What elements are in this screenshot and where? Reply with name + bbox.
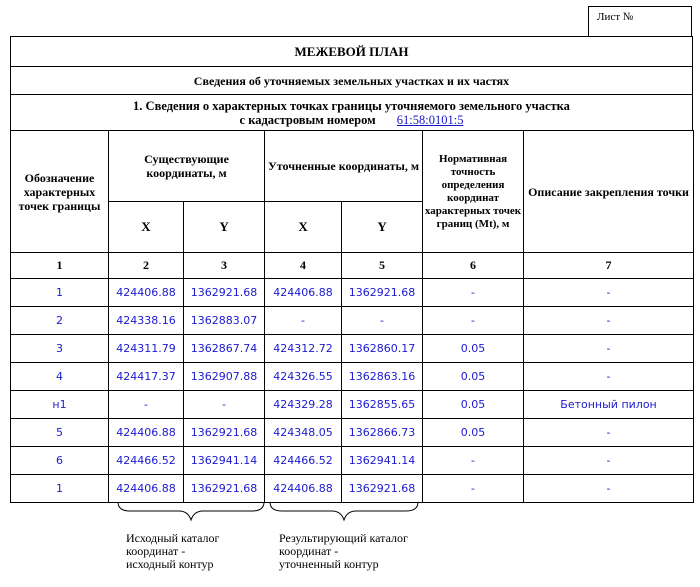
cell-refined-y: 1362855.65 <box>342 391 423 419</box>
cell-description: - <box>524 363 694 391</box>
cell-refined-y: - <box>342 307 423 335</box>
column-number: 3 <box>184 253 265 279</box>
cadastral-number-link[interactable]: 61:58:0101:5 <box>396 113 464 127</box>
note-line: исходный контур <box>126 557 214 571</box>
section-heading <box>10 94 693 130</box>
cell-accuracy: - <box>423 475 524 503</box>
cell-existing-x: 424417.37 <box>109 363 184 391</box>
cell-refined-x: 424466.52 <box>265 447 342 475</box>
cell-point: 1 <box>11 279 109 307</box>
cell-point: 3 <box>11 335 109 363</box>
note-line: координат - <box>126 544 186 558</box>
cell-existing-x: - <box>109 391 184 419</box>
cell-point: 6 <box>11 447 109 475</box>
cell-refined-y: 1362941.14 <box>342 447 423 475</box>
header-existing-coordinates: Существующие координаты, м <box>109 131 265 202</box>
column-number: 2 <box>109 253 184 279</box>
table-row <box>11 335 694 363</box>
cell-existing-x: 424406.88 <box>109 279 184 307</box>
table-row <box>11 279 694 307</box>
cell-description: - <box>524 475 694 503</box>
column-number: 7 <box>524 253 694 279</box>
table-row <box>11 419 694 447</box>
cell-accuracy: 0.05 <box>423 419 524 447</box>
cell-refined-x: 424326.55 <box>265 363 342 391</box>
cell-refined-y: 1362921.68 <box>342 279 423 307</box>
column-number: 4 <box>265 253 342 279</box>
cell-point: 4 <box>11 363 109 391</box>
cell-description: - <box>524 447 694 475</box>
cell-existing-y: 1362921.68 <box>184 279 265 307</box>
cell-point: 2 <box>11 307 109 335</box>
header-point-description: Описание закрепления точки <box>524 131 694 253</box>
cell-accuracy: 0.05 <box>423 335 524 363</box>
cell-description: - <box>524 419 694 447</box>
cell-existing-x: 424466.52 <box>109 447 184 475</box>
result-catalog-brace <box>268 500 420 522</box>
sheet-label: Лист № <box>597 11 634 23</box>
cell-description: Бетонный пилон <box>524 391 694 419</box>
cell-accuracy: - <box>423 307 524 335</box>
section-heading-line2 <box>11 113 692 127</box>
column-number: 6 <box>423 253 524 279</box>
cell-point: н1 <box>11 391 109 419</box>
cell-description: - <box>524 307 694 335</box>
cell-existing-x: 424311.79 <box>109 335 184 363</box>
cell-refined-y: 1362866.73 <box>342 419 423 447</box>
table-row <box>11 475 694 503</box>
cell-existing-y: 1362883.07 <box>184 307 265 335</box>
table-row <box>11 391 694 419</box>
result-catalog-note <box>279 532 408 571</box>
section-heading-line1: 1. Сведения о характерных точках границы уточняемого земельного участка <box>133 99 570 113</box>
document-title: МЕЖЕВОЙ ПЛАН <box>10 36 693 66</box>
cell-accuracy: 0.05 <box>423 363 524 391</box>
header-refined-coordinates: Уточненные координаты, м <box>265 131 423 202</box>
cell-refined-x: 424348.05 <box>265 419 342 447</box>
table-row <box>11 363 694 391</box>
coordinates-table <box>10 130 694 503</box>
header-refined-x: X <box>265 202 342 253</box>
column-number-row <box>11 253 694 279</box>
cell-accuracy: - <box>423 279 524 307</box>
cell-point: 1 <box>11 475 109 503</box>
source-catalog-note <box>126 532 219 571</box>
cell-existing-y: 1362921.68 <box>184 419 265 447</box>
header-point-designation: Обозначение характерных точек границы <box>11 131 109 253</box>
cell-point: 5 <box>11 419 109 447</box>
cell-existing-y: - <box>184 391 265 419</box>
cell-existing-x: 424406.88 <box>109 419 184 447</box>
column-number: 5 <box>342 253 423 279</box>
header-row <box>11 131 694 202</box>
note-line: Исходный каталог <box>126 531 220 545</box>
cell-accuracy: - <box>423 447 524 475</box>
cell-refined-x: 424406.88 <box>265 475 342 503</box>
sheet-number-box <box>588 6 692 36</box>
cell-refined-x: 424329.28 <box>265 391 342 419</box>
column-number: 1 <box>11 253 109 279</box>
table-row <box>11 307 694 335</box>
cell-refined-x: - <box>265 307 342 335</box>
cell-existing-x: 424406.88 <box>109 475 184 503</box>
note-line: координат - <box>279 544 339 558</box>
cell-refined-y: 1362921.68 <box>342 475 423 503</box>
table-row <box>11 447 694 475</box>
note-line: уточненный контур <box>279 557 379 571</box>
cell-existing-y: 1362867.74 <box>184 335 265 363</box>
cell-existing-y: 1362907.88 <box>184 363 265 391</box>
cell-accuracy: 0.05 <box>423 391 524 419</box>
header-existing-x: X <box>109 202 184 253</box>
cell-refined-y: 1362863.16 <box>342 363 423 391</box>
cell-refined-y: 1362860.17 <box>342 335 423 363</box>
header-refined-y: Y <box>342 202 423 253</box>
header-accuracy: Нормативная точность определения координат характерных точек границ (Mt), м <box>423 131 524 253</box>
cell-refined-x: 424406.88 <box>265 279 342 307</box>
cell-description: - <box>524 279 694 307</box>
cell-existing-x: 424338.16 <box>109 307 184 335</box>
cadastral-number-label: с кадастровым номером <box>239 113 376 127</box>
boundary-plan-form <box>10 36 693 503</box>
cell-existing-y: 1362941.14 <box>184 447 265 475</box>
source-catalog-brace <box>116 500 266 522</box>
cell-refined-x: 424312.72 <box>265 335 342 363</box>
cell-existing-y: 1362921.68 <box>184 475 265 503</box>
header-existing-y: Y <box>184 202 265 253</box>
document-subtitle: Сведения об уточняемых земельных участках и их частях <box>10 66 693 94</box>
note-line: Результирующий каталог <box>279 531 408 545</box>
cell-description: - <box>524 335 694 363</box>
